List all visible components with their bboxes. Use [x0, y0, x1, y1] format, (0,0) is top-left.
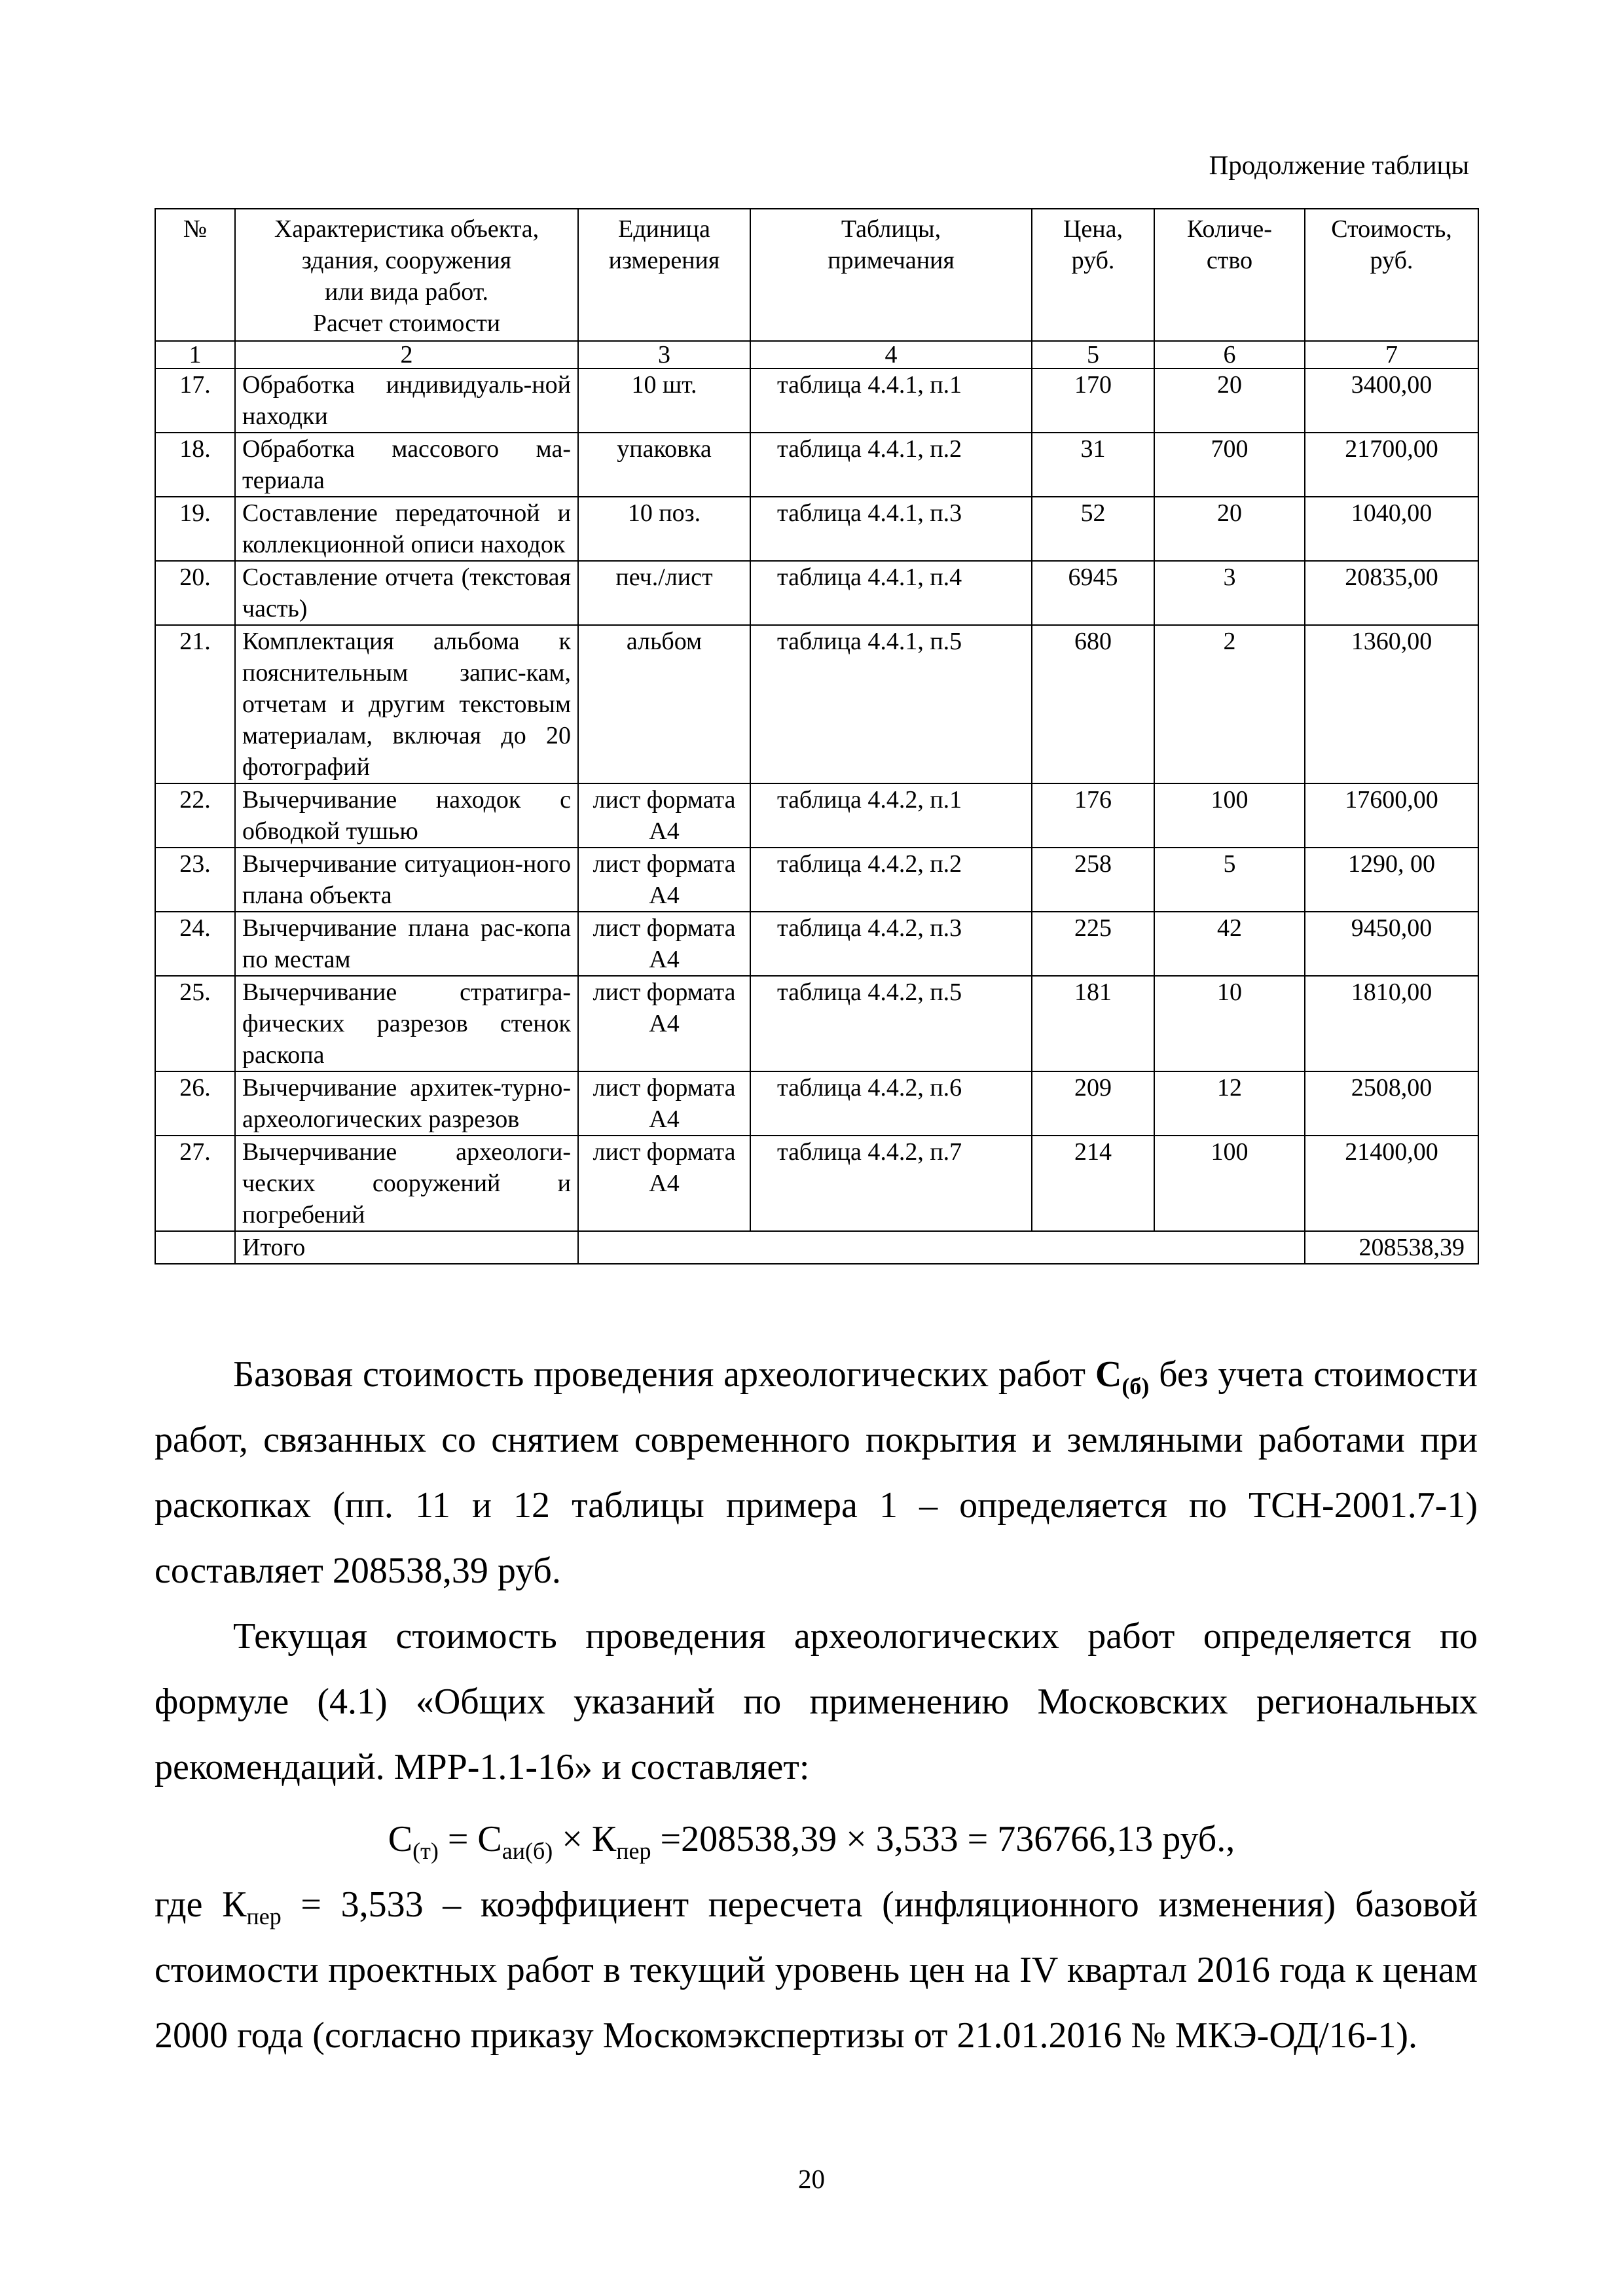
row-unit: лист формата А4 — [578, 783, 750, 848]
row-unit: лист формата А4 — [578, 848, 750, 912]
row-unit: 10 шт. — [578, 368, 750, 433]
table-row — [155, 368, 1478, 433]
row-work-description: Комплектация альбома к пояснительным запис-кам, отчетам и другим текстовым материалам, включая до 20 фотографий — [235, 625, 578, 783]
table-row — [155, 625, 1478, 783]
header-characteristic: Характеристика объекта, здания, сооружения или вида работ. Расчет стоимости — [235, 209, 578, 341]
row-work-description: Составление отчета (текстовая часть) — [235, 561, 578, 625]
header-number: № — [155, 209, 235, 341]
row-reference: таблица 4.4.2, п.3 — [750, 912, 1032, 976]
row-price: 52 — [1032, 497, 1154, 561]
row-cost: 9450,00 — [1305, 912, 1478, 976]
row-work-description: Обработка индивидуаль-ной находки — [235, 368, 578, 433]
row-number: 21. — [155, 625, 235, 783]
column-number: 3 — [578, 341, 750, 368]
row-price: 6945 — [1032, 561, 1154, 625]
row-reference: таблица 4.4.2, п.1 — [750, 783, 1032, 848]
row-number: 27. — [155, 1136, 235, 1231]
table-row — [155, 976, 1478, 1071]
row-cost: 1040,00 — [1305, 497, 1478, 561]
row-cost: 20835,00 — [1305, 561, 1478, 625]
row-quantity: 100 — [1154, 1136, 1305, 1231]
row-work-description: Обработка массового ма-териала — [235, 433, 578, 497]
total-value: 208538,39 — [1305, 1231, 1478, 1264]
row-price: 170 — [1032, 368, 1154, 433]
header-unit: Единица измерения — [578, 209, 750, 341]
column-number: 6 — [1154, 341, 1305, 368]
row-unit: лист формата А4 — [578, 1136, 750, 1231]
table-header-row — [155, 209, 1478, 341]
row-price: 214 — [1032, 1136, 1154, 1231]
row-reference: таблица 4.4.2, п.6 — [750, 1071, 1032, 1136]
row-work-description: Вычерчивание архитек-турно-археологических разрезов — [235, 1071, 578, 1136]
row-quantity: 100 — [1154, 783, 1305, 848]
row-cost: 1360,00 — [1305, 625, 1478, 783]
column-number-row — [155, 341, 1478, 368]
row-number: 25. — [155, 976, 235, 1071]
row-unit: лист формата А4 — [578, 976, 750, 1071]
header-cost: Стоимость, руб. — [1305, 209, 1478, 341]
row-price: 258 — [1032, 848, 1154, 912]
row-reference: таблица 4.4.1, п.2 — [750, 433, 1032, 497]
row-quantity: 20 — [1154, 497, 1305, 561]
row-price: 225 — [1032, 912, 1154, 976]
row-reference: таблица 4.4.1, п.5 — [750, 625, 1032, 783]
row-quantity: 10 — [1154, 976, 1305, 1071]
cost-formula: $С_{(т)} = С_{аи(б)} \times К_{пер} =208538,39 \times 3,533 = 736766,13$ руб., — [388, 1819, 1235, 1864]
row-number: 18. — [155, 433, 235, 497]
row-quantity: 700 — [1154, 433, 1305, 497]
row-work-description: Вычерчивание ситуацион-ного плана объекта — [235, 848, 578, 912]
row-quantity: 20 — [1154, 368, 1305, 433]
row-cost: 1810,00 — [1305, 976, 1478, 1071]
row-quantity: 12 — [1154, 1071, 1305, 1136]
column-number: 7 — [1305, 341, 1478, 368]
row-cost: 21400,00 — [1305, 1136, 1478, 1231]
table-row — [155, 783, 1478, 848]
row-price: 31 — [1032, 433, 1154, 497]
paragraph-current-cost: Текущая стоимость проведения археологических работ определяется по формуле (4.1) «Общих указаний по применению Московских региональных рекомендаций. МРР-1.1-16» и составляет: — [155, 1616, 1478, 1787]
row-work-description: Вычерчивание находок с обводкой тушью — [235, 783, 578, 848]
row-number: 20. — [155, 561, 235, 625]
row-unit: лист формата А4 — [578, 912, 750, 976]
row-cost: 2508,00 — [1305, 1071, 1478, 1136]
row-quantity: 2 — [1154, 625, 1305, 783]
total-spacer — [578, 1231, 1305, 1264]
column-number: 4 — [750, 341, 1032, 368]
row-quantity: 5 — [1154, 848, 1305, 912]
table-row — [155, 561, 1478, 625]
row-reference: таблица 4.4.2, п.2 — [750, 848, 1032, 912]
row-work-description: Вычерчивание плана рас-копа по местам — [235, 912, 578, 976]
row-price: 209 — [1032, 1071, 1154, 1136]
row-cost: 21700,00 — [1305, 433, 1478, 497]
cost-table — [155, 208, 1479, 1265]
row-reference: таблица 4.4.2, п.7 — [750, 1136, 1032, 1231]
table-row — [155, 1071, 1478, 1136]
row-quantity: 42 — [1154, 912, 1305, 976]
table-row — [155, 1136, 1478, 1231]
row-number: 26. — [155, 1071, 235, 1136]
row-number: 22. — [155, 783, 235, 848]
row-reference: таблица 4.4.1, п.1 — [750, 368, 1032, 433]
row-unit: альбом — [578, 625, 750, 783]
total-row — [155, 1231, 1478, 1264]
header-price: Цена, руб. — [1032, 209, 1154, 341]
row-cost: 1290, 00 — [1305, 848, 1478, 912]
row-number: 19. — [155, 497, 235, 561]
table-continuation-label: Продолжение таблицы — [1209, 150, 1469, 180]
row-work-description: Вычерчивание археологи-ческих сооружений и погребений — [235, 1136, 578, 1231]
column-number: 1 — [155, 341, 235, 368]
row-unit: печ./лист — [578, 561, 750, 625]
column-number: 2 — [235, 341, 578, 368]
row-number: 24. — [155, 912, 235, 976]
row-price: 181 — [1032, 976, 1154, 1071]
page-number: 20 — [798, 2164, 825, 2194]
table-row — [155, 433, 1478, 497]
table-row — [155, 497, 1478, 561]
row-price: 176 — [1032, 783, 1154, 848]
row-work-description: Вычерчивание стратигра-фических разрезов стенок раскопа — [235, 976, 578, 1071]
row-price: 680 — [1032, 625, 1154, 783]
row-number: 17. — [155, 368, 235, 433]
row-reference: таблица 4.4.1, п.3 — [750, 497, 1032, 561]
row-reference: таблица 4.4.1, п.4 — [750, 561, 1032, 625]
row-cost: 17600,00 — [1305, 783, 1478, 848]
row-unit: 10 поз. — [578, 497, 750, 561]
row-unit: лист формата А4 — [578, 1071, 750, 1136]
row-unit: упаковка — [578, 433, 750, 497]
header-reference: Таблицы, примечания — [750, 209, 1032, 341]
row-work-description: Составление передаточной и коллекционной описи находок — [235, 497, 578, 561]
total-empty-cell — [155, 1231, 235, 1264]
row-quantity: 3 — [1154, 561, 1305, 625]
paragraph-base-cost: Базовая стоимость проведения археологических работ $С_{(б)}$ без учета стоимости работ, связанных со снятием современного покрытия и земляными работами при раскопках (пп. 11 и 12 таблицы примера 1 – определяется по ТСН-2001.7-1) составляет 208538,39 руб. — [155, 1354, 1478, 1591]
column-number: 5 — [1032, 341, 1154, 368]
total-label: Итого — [235, 1231, 578, 1264]
row-cost: 3400,00 — [1305, 368, 1478, 433]
table-row — [155, 912, 1478, 976]
row-reference: таблица 4.4.2, п.5 — [750, 976, 1032, 1071]
paragraph-coefficient: где $К_{пер} = 3,533$ – коэффициент пересчета (инфляционного изменения) базовой стоимости проектных работ в текущий уровень цен на IV квартал 2016 года к ценам 2000 года (согласно приказу Москомэкспертизы от 21.01.2016 № МКЭ-ОД/16-1). — [155, 1884, 1478, 2056]
table-row — [155, 848, 1478, 912]
header-quantity: Количе- ство — [1154, 209, 1305, 341]
row-number: 23. — [155, 848, 235, 912]
